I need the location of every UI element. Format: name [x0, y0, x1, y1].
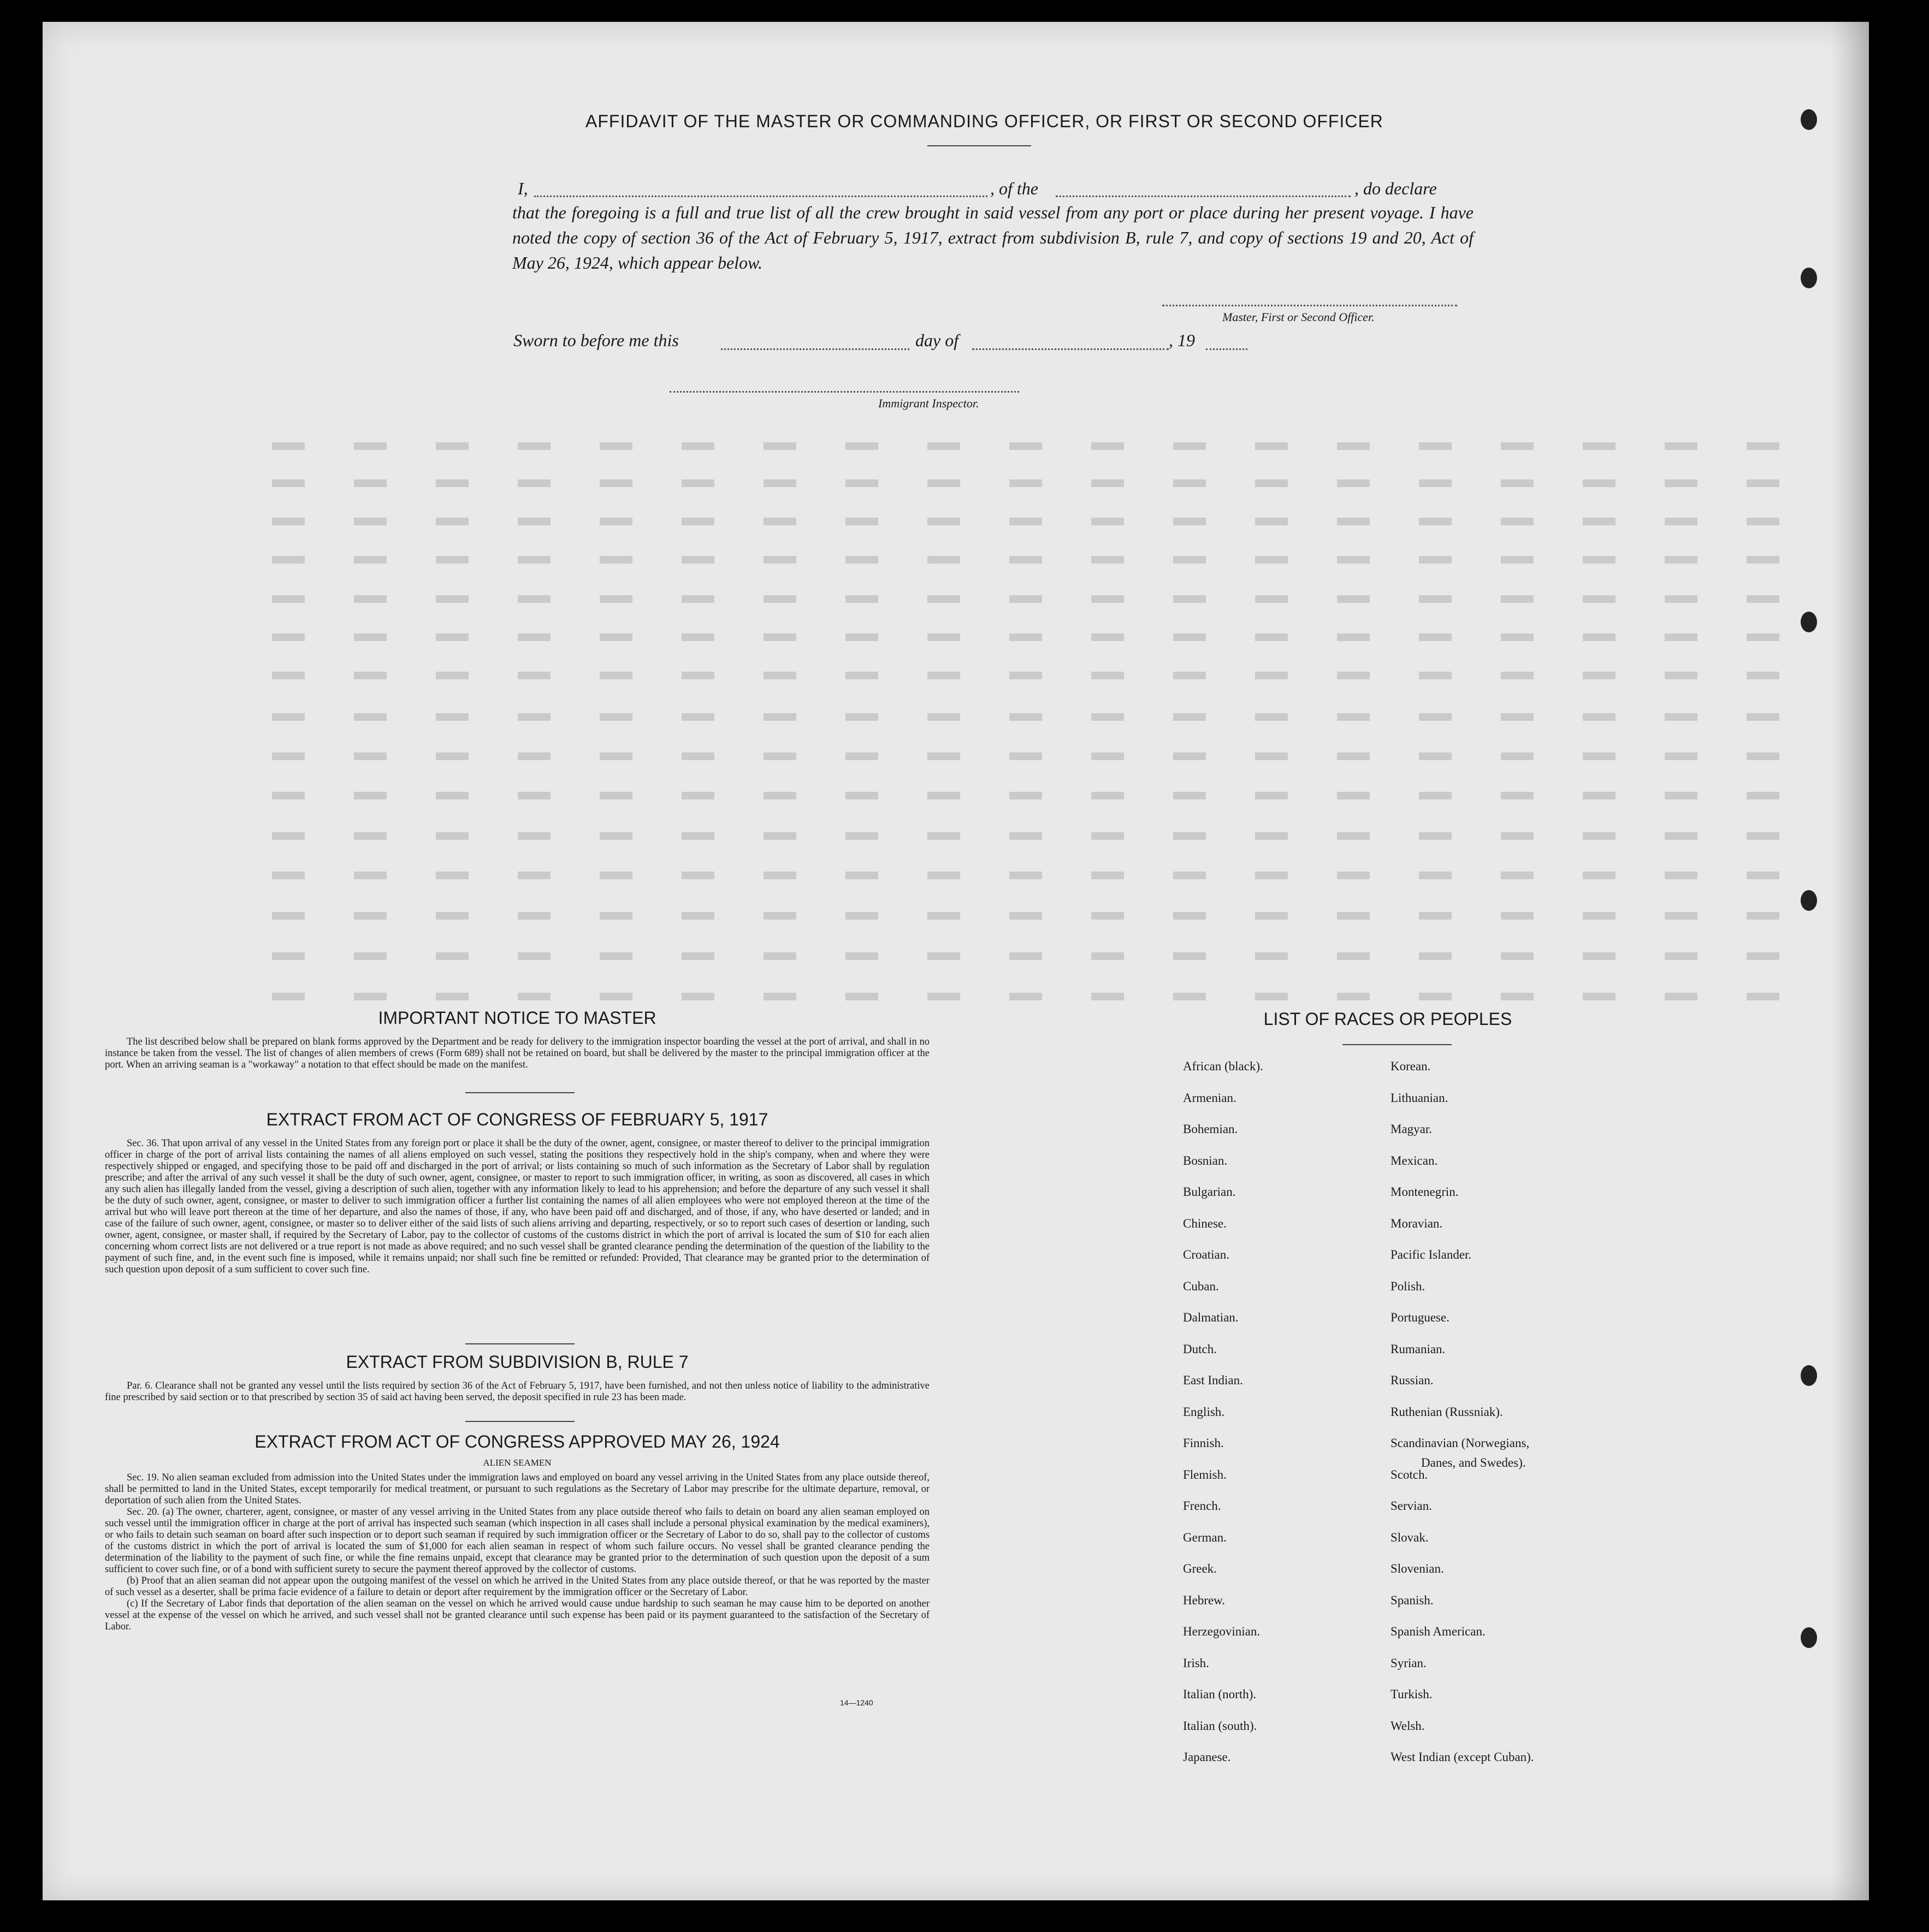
bleed-through-line — [272, 952, 1812, 960]
race-item: Irish. — [1183, 1656, 1209, 1670]
sworn-label: Sworn to before me this — [513, 330, 679, 350]
signature-blank[interactable] — [1162, 305, 1457, 306]
section-rule — [465, 1421, 575, 1422]
bleed-through-line — [272, 832, 1812, 840]
race-item: Herzegovinian. — [1183, 1625, 1261, 1638]
day-blank[interactable] — [721, 348, 909, 350]
bleed-through-line — [272, 752, 1812, 760]
bleed-through-line — [272, 993, 1812, 1000]
bleed-through-line — [272, 633, 1812, 641]
race-item: Cuban. — [1183, 1279, 1219, 1293]
race-item: Welsh. — [1390, 1718, 1425, 1733]
race-item: Montenegrin. — [1390, 1185, 1459, 1199]
bleed-through-line — [272, 518, 1812, 525]
race-item: Servian. — [1390, 1499, 1433, 1513]
race-item: Japanese. — [1183, 1750, 1231, 1764]
month-blank[interactable] — [972, 348, 1169, 350]
race-item: Syrian. — [1390, 1656, 1427, 1670]
race-item: English. — [1183, 1404, 1225, 1419]
punch-hole — [1801, 1627, 1817, 1648]
race-item: Flemish. — [1183, 1467, 1227, 1481]
notice-text: The list described below shall be prepared on blank forms approved by the Department and be ready for delivery to the immigration inspector boarding the vessel at the port of arrival, and shall in no instance be taken from the vessel. The list of changes of alien members of crews (Form 689) shall not be retained on board, but shall be delivered by the master to the principal immigration officer at the port. When an arriving seaman is a "workaway" a notation to that effect should be made on the manifest. — [105, 1036, 930, 1070]
master-label: Master, First or Second Officer. — [1222, 310, 1375, 324]
year-blank[interactable] — [1206, 348, 1247, 350]
race-item: Finnish. — [1183, 1436, 1224, 1450]
bleed-through-line — [272, 479, 1812, 487]
bleed-through-line — [272, 872, 1812, 879]
race-item: Scotch. — [1390, 1467, 1428, 1481]
race-item: Polish. — [1390, 1279, 1425, 1293]
race-item: Lithuanian. — [1390, 1091, 1448, 1105]
inspector-label: Immigrant Inspector. — [878, 396, 979, 410]
race-item: Armenian. — [1183, 1091, 1236, 1105]
bleed-through-line — [272, 912, 1812, 920]
race-item: Turkish. — [1390, 1687, 1433, 1701]
race-item: Spanish. — [1390, 1593, 1434, 1607]
race-item: Croatian. — [1183, 1248, 1229, 1261]
document-page — [43, 22, 1869, 1900]
year-label: , 19 — [1169, 330, 1195, 350]
vessel-blank[interactable] — [1056, 195, 1351, 197]
punch-hole — [1801, 1365, 1817, 1386]
bleed-through-line — [272, 672, 1812, 679]
page-edge-shadow — [1831, 22, 1869, 1900]
bleed-through-line — [272, 442, 1812, 450]
bleed-through-line — [272, 792, 1812, 799]
race-item: African (black). — [1183, 1059, 1263, 1073]
race-item: Rumanian. — [1390, 1342, 1446, 1356]
race-item: Moravian. — [1390, 1216, 1443, 1230]
race-item: Slovak. — [1390, 1530, 1429, 1544]
race-item: West Indian (except Cuban). — [1390, 1750, 1534, 1764]
race-item: East Indian. — [1183, 1373, 1243, 1387]
affidavit-do-declare: , do declare — [1354, 179, 1437, 198]
bleed-through-line — [272, 713, 1812, 721]
day-of-label: day of — [915, 330, 959, 350]
section-rule — [465, 1092, 575, 1093]
race-item: Korean. — [1390, 1059, 1431, 1073]
affidavit-body: that the foregoing is a full and true list of all the crew brought in said vessel from any port or place during her present voyage. I have noted the copy of section 36 of the Act of February 5, 1917, extract from subdivision B, rule 7, and copy of sections 19 and 20, Act of May 26, 1924, which appear below. — [512, 203, 1474, 272]
race-item: German. — [1183, 1530, 1227, 1544]
race-item: Portuguese. — [1390, 1311, 1449, 1324]
race-scandinavian-continued: Danes, and Swedes). — [1421, 1456, 1526, 1469]
race-item: Bohemian. — [1183, 1122, 1238, 1136]
race-item: French. — [1183, 1499, 1221, 1513]
extract-1924-text: Sec. 19. No alien seaman excluded from admission into the United States under the immigration laws and employed on board any vessel arriving in the United States from any place outside thereof, shall be permitted to land in the United States, except temporarily for medical treatment, or pursuant to such regulations as the Secretary of Labor may prescribe for the ultimate departure, removal, or deportation of such alien from the United States. Sec. 20. (a) The owner, charterer, agent, consignee, or master of any vessel arriving in the United States from any place outside thereof who fails to detain on board any alien seaman employed on such vessel until the immigration officer in charge at the port of arrival has inspected such seaman (which inspection in all cases shall include a personal physical examination by the medical examiners), or who fails to detain such seaman on board after such inspection or to deport such seaman if required by such immigration officer or the Secretary of Labor to do so, shall pay to the collector of customs of the customs district in which the port of arrival is located the sum of $1,000 for each alien seaman in respect of whom such failure occurs. No vessel shall be granted clearance pending the determination of the liability to the payment of such fine, or while the fine remains unpaid, except that clearance may be granted prior to the determination of such question upon the deposit of a sum sufficient to cover such fine, or of a bond with sufficient surety to secure the payment thereof approved by the collector of customs. (b) Proof that an alien seaman did not appear upon the outgoing manifest of the vessel on which he arrived in the United States from any place outside thereof, or that he was reported by the master of such vessel as a deserter, shall be prima facie evidence of a failure to detain or deport after requirement by the immigration officer or the Secretary of Labor. (c) If the Secretary of Labor finds that deportation of the alien seaman on the vessel on which he arrived would cause undue hardship to such seaman he may cause him to be deported on another vessel at the expense of the vessel on which he arrived, and such vessel shall not be granted clearance until such expense has been paid or its payment guaranteed to the satisfaction of the Secretary of Labor. — [105, 1472, 930, 1632]
affidavit-of-the: , of the — [990, 179, 1038, 198]
race-item: Dutch. — [1183, 1342, 1217, 1356]
races-rule — [1342, 1044, 1452, 1045]
race-item: Russian. — [1390, 1373, 1434, 1387]
bleed-through-line — [272, 556, 1812, 564]
races-title: LIST OF RACES OR PEOPLES — [1263, 1009, 1512, 1029]
race-item: Ruthenian (Russniak). — [1390, 1404, 1503, 1419]
bleed-through-line — [272, 595, 1812, 603]
inspector-blank[interactable] — [670, 391, 1019, 393]
race-item: Hebrew. — [1183, 1593, 1226, 1607]
section-rule — [465, 1343, 575, 1344]
race-item: Italian (south). — [1183, 1718, 1257, 1733]
extract-rule7-text: Par. 6. Clearance shall not be granted any vessel until the lists required by section 36 of the Act of February 5, 1917, have been furnished, and not then unless notice of liability to the administrative fine prescribed by said section or to that prescribed by section 35 of said act having been served, the deposit specified in rule 23 has been made. — [105, 1380, 930, 1403]
extract-1924-subtitle: ALIEN SEAMEN — [483, 1457, 552, 1468]
punch-hole — [1801, 268, 1817, 288]
notice-title: IMPORTANT NOTICE TO MASTER — [378, 1008, 656, 1028]
race-item: Slovenian. — [1390, 1562, 1444, 1575]
race-item: Magyar. — [1390, 1122, 1433, 1136]
extract-1924-title: EXTRACT FROM ACT OF CONGRESS APPROVED MAY 26, 1924 — [255, 1432, 780, 1451]
title-rule — [927, 145, 1031, 146]
extract-1917-title: EXTRACT FROM ACT OF CONGRESS OF FEBRUARY 5, 1917 — [266, 1110, 768, 1129]
race-item: Bulgarian. — [1183, 1185, 1236, 1199]
race-item: Bosnian. — [1183, 1153, 1228, 1168]
race-item: Chinese. — [1183, 1216, 1227, 1230]
race-item: Spanish American. — [1390, 1625, 1486, 1638]
extract-1917-text: Sec. 36. That upon arrival of any vessel in the United States from any foreign port or place it shall be the duty of the owner, agent, consignee, or master thereof to deliver to the principal immigration officer in charge of the port of arrival lists containing the names of all aliens employed on such vessel, stating the positions they respectively hold in the ship's company, when and where they were respectively shipped or engaged, and specifying those to be paid off and discharged in the port of arrival; or lists containing so much of such information as the Secretary of Labor shall by regulation prescribe; and after the arrival of any such vessel it shall be the duty of such owner, agent, consignee, or master to report to such immigration officer, in writing, as soon as discovered, all cases in which any such alien has illegally landed from the vessel, giving a description of such alien, together with any information likely to lead to his apprehension; and before the departure of any such vessel it shall be the duty of such owner, agent, consignee, or master to deliver to such immigration officer a further list containing the names of all alien employees who were not employed thereon at the time of the arrival but who will leave port thereon at the time of her departure, and also the names of those, if any, who have been paid off and discharged, and of those, if any, who have deserted or landed; and in case of the failure of such owner, agent, consignee, or master so to deliver either of the said lists of such aliens arriving and departing, respectively, or so to report such cases of desertion or landing, such owner, agent, consignee, or master shall, if required by the Secretary of Labor, pay to the collector of customs of the customs district in which the port of arrival is located the sum of $10 for each alien concerning whom correct lists are not delivered or a true report is not made as above required; and no such vessel shall be granted clearance pending the determination of the question of the liability to the payment of such fine, and, in the event such fine is imposed, while it remains unpaid; nor shall such fine be remitted or refunded: Provided, That clearance may be granted prior to the determination of such question upon deposit of a sum sufficient to cover such fine. — [105, 1138, 930, 1275]
race-item: Mexican. — [1390, 1153, 1438, 1168]
race-item: Greek. — [1183, 1562, 1217, 1575]
name-blank[interactable] — [534, 195, 987, 197]
extract-rule7-title: EXTRACT FROM SUBDIVISION B, RULE 7 — [346, 1352, 689, 1372]
form-number: 14—1240 — [840, 1698, 873, 1707]
race-item: Pacific Islander. — [1390, 1248, 1472, 1261]
race-item: Scandinavian (Norwegians, — [1390, 1436, 1530, 1450]
race-item: Dalmatian. — [1183, 1311, 1239, 1324]
affidavit-title: AFFIDAVIT OF THE MASTER OR COMMANDING OFFICER, OR FIRST OR SECOND OFFICER — [585, 111, 1383, 131]
punch-hole — [1801, 109, 1817, 130]
punch-hole — [1801, 612, 1817, 632]
affidavit-i: I, — [518, 179, 528, 198]
punch-hole — [1801, 890, 1817, 911]
race-item: Italian (north). — [1183, 1687, 1257, 1701]
